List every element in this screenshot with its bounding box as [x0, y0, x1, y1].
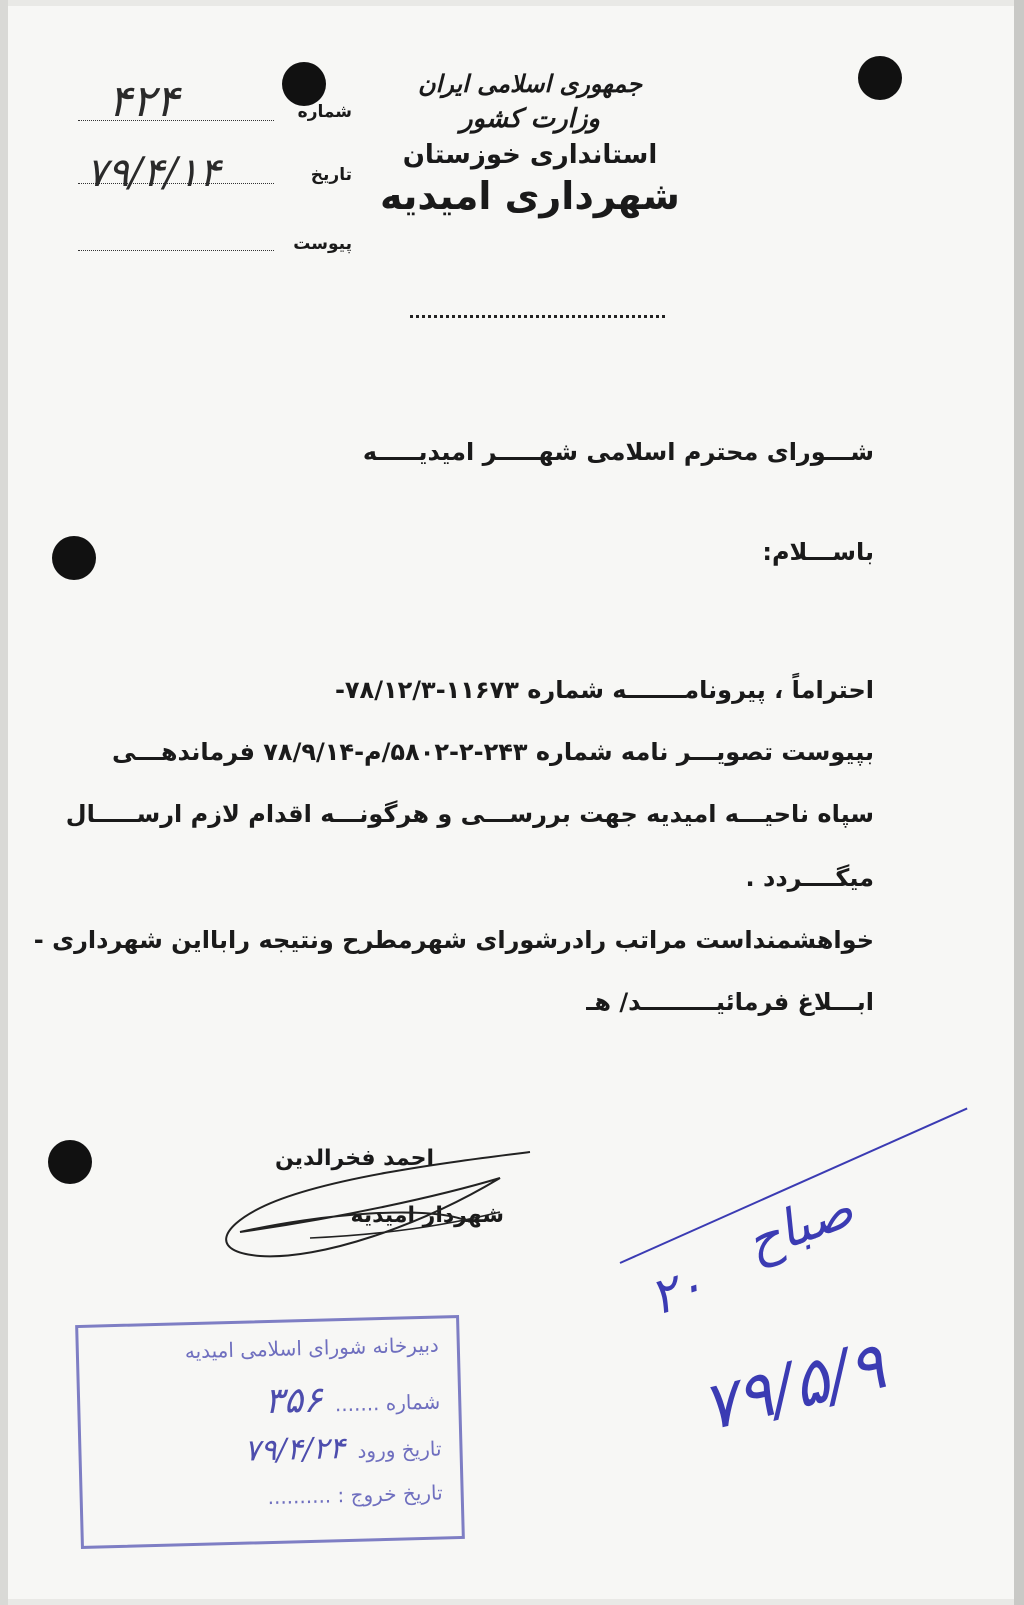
stamp-title: دبیرخانه شورای اسلامی امیدیه: [184, 1332, 440, 1364]
stamp-exit-dots: : ..........: [267, 1483, 345, 1510]
body-line-4: میگــــردد .: [745, 864, 874, 892]
punch-hole: [858, 56, 902, 100]
attachment-label: پیوست: [293, 234, 352, 254]
scan-edge-left: [0, 0, 8, 1605]
body-line-5: خواهشمنداست مراتب رادرشورای شهرمطرح ونتیجه رابااین شهرداری -: [33, 926, 874, 954]
body-line-3: سپاه ناحیـــه امیدیه جهت بررســـی و هرگونـــه اقدام لازم ارســـــال: [65, 800, 874, 828]
recipient-line: شـــورای محترم اسلامی شهـــــر امیدیـــــه: [362, 438, 874, 466]
stamp-entry-row: [244, 1429, 442, 1469]
note-value: ۲۰: [642, 1255, 712, 1327]
header-divider: [410, 315, 665, 318]
date-handwritten: ۷۹/۴/۱۴: [86, 150, 221, 196]
stamp-entry-value: ۷۹/۴/۲۴: [243, 1431, 346, 1469]
letterhead: [380, 70, 680, 218]
secretariat-stamp: [75, 1315, 465, 1549]
punch-hole: [282, 62, 326, 106]
date-label: تاریخ: [310, 165, 352, 185]
number-field: [298, 102, 352, 122]
signature-scribble: [200, 1148, 540, 1268]
punch-hole: [48, 1140, 92, 1184]
stamp-number-dots: .......: [334, 1391, 380, 1417]
stamp-number-value: ۳۵۶: [263, 1379, 323, 1423]
note-date: ۷۹/۵/۹: [693, 1326, 893, 1447]
note-word: صباح: [738, 1179, 862, 1273]
body-line-6: ابـــلاغ فرمائیـــــــــد/ هـ: [586, 988, 874, 1016]
governorate-title: استانداری خوزستان: [402, 140, 658, 170]
signatory-name: احمد فخرالدین: [274, 1146, 434, 1171]
scan-edge-right: [1014, 0, 1024, 1605]
stamp-entry-label: تاریخ ورود: [357, 1436, 442, 1463]
number-handwritten: ۴۲۴: [108, 76, 179, 127]
stamp-number-label: شماره: [385, 1389, 441, 1415]
number-label: شماره: [297, 102, 352, 122]
stamp-exit-row: [267, 1481, 443, 1510]
stamp-exit-label: تاریخ خروج: [350, 1480, 443, 1507]
signatory-title: شهردار امیدیه: [350, 1203, 504, 1228]
republic-title: جمهوری اسلامی ایران: [417, 70, 643, 98]
punch-hole: [52, 536, 96, 580]
municipality-title: شهرداری امیدیه: [380, 174, 680, 218]
stamp-number-row: [264, 1377, 441, 1423]
attachment-underline: [78, 250, 274, 251]
ministry-title: وزارت کشور: [460, 104, 600, 134]
attachment-field: [293, 234, 352, 254]
date-field: [311, 165, 352, 185]
greeting-line: باســـلام:: [762, 538, 874, 566]
body-line-1: احتراماً ، پیرونامـــــــه شماره ۱۱۶۷۳-۷۸/۱۲/۳-: [334, 676, 874, 704]
body-line-2: بپیوست تصویـــر نامه شماره ۲۴۳-۲-۵۸۰۲/م-۷۸/۹/۱۴ فرماندهـــی: [112, 738, 874, 766]
